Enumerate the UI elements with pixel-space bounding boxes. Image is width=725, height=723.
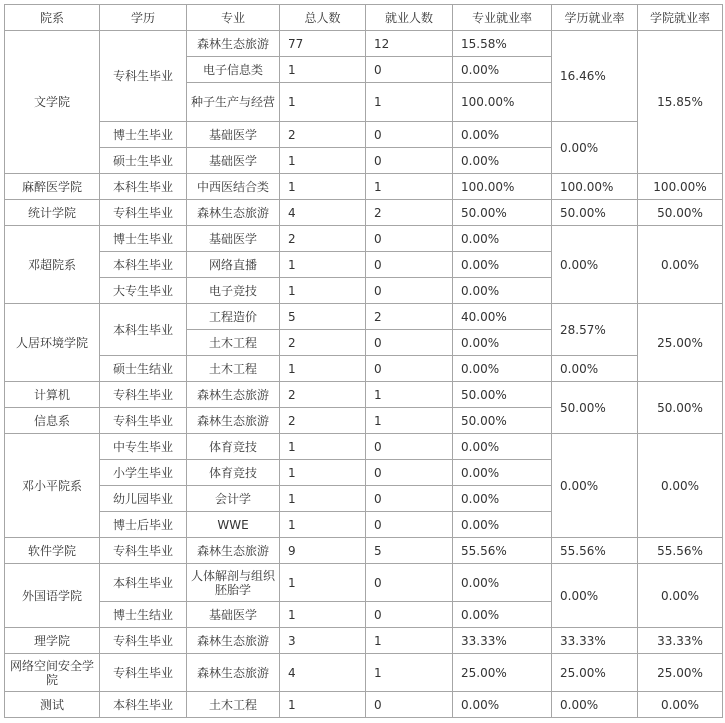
degree-cell: 硕士生结业 — [100, 356, 187, 382]
header-employed: 就业人数 — [366, 5, 453, 31]
major-cell: 基础医学 — [187, 122, 280, 148]
college-rate-cell: 0.00% — [638, 564, 723, 628]
degree-cell: 小学生毕业 — [100, 460, 187, 486]
total-cell: 1 — [280, 83, 366, 122]
employed-cell: 1 — [366, 174, 453, 200]
total-cell: 1 — [280, 602, 366, 628]
major-cell: 土木工程 — [187, 692, 280, 718]
employed-cell: 2 — [366, 304, 453, 330]
degree-cell: 本科生毕业 — [100, 304, 187, 356]
major-cell: 森林生态旅游 — [187, 31, 280, 57]
total-cell: 1 — [280, 356, 366, 382]
major-rate-cell: 0.00% — [453, 278, 552, 304]
employed-cell: 1 — [366, 628, 453, 654]
major-rate-cell: 15.58% — [453, 31, 552, 57]
degree-cell: 本科生毕业 — [100, 252, 187, 278]
major-cell: 电子竞技 — [187, 278, 280, 304]
major-cell: 基础医学 — [187, 602, 280, 628]
degree-cell: 大专生毕业 — [100, 278, 187, 304]
table-row — [5, 628, 723, 654]
total-cell: 1 — [280, 148, 366, 174]
degree-cell: 专科生毕业 — [100, 408, 187, 434]
major-cell: 体育竞技 — [187, 434, 280, 460]
major-rate-cell: 0.00% — [453, 460, 552, 486]
college-cell: 文学院 — [5, 31, 100, 174]
degree-cell: 本科生毕业 — [100, 174, 187, 200]
employed-cell: 2 — [366, 200, 453, 226]
degree-rate-cell: 33.33% — [552, 628, 638, 654]
major-rate-cell: 50.00% — [453, 382, 552, 408]
degree-rate-cell: 0.00% — [552, 692, 638, 718]
header-major: 专业 — [187, 5, 280, 31]
college-rate-cell: 15.85% — [638, 31, 723, 174]
degree-rate-cell: 55.56% — [552, 538, 638, 564]
degree-rate-cell: 0.00% — [552, 122, 638, 174]
major-cell: 森林生态旅游 — [187, 408, 280, 434]
major-rate-cell: 0.00% — [453, 330, 552, 356]
college-rate-cell: 0.00% — [638, 226, 723, 304]
table-row — [5, 538, 723, 564]
degree-cell: 中专生毕业 — [100, 434, 187, 460]
college-rate-cell: 0.00% — [638, 434, 723, 538]
degree-cell: 硕士生毕业 — [100, 148, 187, 174]
degree-cell: 博士生毕业 — [100, 226, 187, 252]
employed-cell: 0 — [366, 356, 453, 382]
employed-cell: 0 — [366, 148, 453, 174]
employed-cell: 1 — [366, 654, 453, 692]
major-rate-cell: 33.33% — [453, 628, 552, 654]
major-cell: 会计学 — [187, 486, 280, 512]
college-rate-cell: 33.33% — [638, 628, 723, 654]
degree-cell: 博士生结业 — [100, 602, 187, 628]
major-cell: 体育竞技 — [187, 460, 280, 486]
table-row — [5, 434, 723, 460]
total-cell: 4 — [280, 200, 366, 226]
total-cell: 1 — [280, 460, 366, 486]
total-cell: 9 — [280, 538, 366, 564]
major-rate-cell: 100.00% — [453, 83, 552, 122]
table-row — [5, 654, 723, 692]
employed-cell: 0 — [366, 330, 453, 356]
major-rate-cell: 50.00% — [453, 408, 552, 434]
major-rate-cell: 0.00% — [453, 434, 552, 460]
degree-rate-cell: 100.00% — [552, 174, 638, 200]
total-cell: 1 — [280, 174, 366, 200]
major-rate-cell: 0.00% — [453, 122, 552, 148]
degree-rate-cell: 28.57% — [552, 304, 638, 356]
degree-rate-cell: 0.00% — [552, 434, 638, 538]
degree-rate-cell: 0.00% — [552, 564, 638, 628]
major-rate-cell: 0.00% — [453, 602, 552, 628]
major-cell: WWE — [187, 512, 280, 538]
college-cell: 测试 — [5, 692, 100, 718]
college-rate-cell: 25.00% — [638, 304, 723, 382]
header-degree-rate: 学历就业率 — [552, 5, 638, 31]
total-cell: 1 — [280, 57, 366, 83]
major-rate-cell: 25.00% — [453, 654, 552, 692]
college-rate-cell: 55.56% — [638, 538, 723, 564]
major-cell: 森林生态旅游 — [187, 200, 280, 226]
college-rate-cell: 0.00% — [638, 692, 723, 718]
degree-cell: 博士后毕业 — [100, 512, 187, 538]
major-rate-cell: 0.00% — [453, 226, 552, 252]
table-row — [5, 692, 723, 718]
degree-rate-cell: 50.00% — [552, 200, 638, 226]
employed-cell: 1 — [366, 408, 453, 434]
major-cell: 土木工程 — [187, 356, 280, 382]
total-cell: 2 — [280, 330, 366, 356]
college-rate-cell: 100.00% — [638, 174, 723, 200]
employed-cell: 0 — [366, 460, 453, 486]
total-cell: 1 — [280, 692, 366, 718]
header-college-rate: 学院就业率 — [638, 5, 723, 31]
major-rate-cell: 0.00% — [453, 356, 552, 382]
degree-cell: 专科生毕业 — [100, 654, 187, 692]
table-row — [5, 174, 723, 200]
degree-cell: 专科生毕业 — [100, 382, 187, 408]
degree-cell: 幼儿园毕业 — [100, 486, 187, 512]
college-cell: 邓超院系 — [5, 226, 100, 304]
college-cell: 麻醉医学院 — [5, 174, 100, 200]
total-cell: 2 — [280, 408, 366, 434]
major-cell: 森林生态旅游 — [187, 382, 280, 408]
employed-cell: 0 — [366, 252, 453, 278]
table-row — [5, 356, 723, 382]
table-row — [5, 226, 723, 252]
major-cell: 电子信息类 — [187, 57, 280, 83]
college-cell: 邓小平院系 — [5, 434, 100, 538]
total-cell: 77 — [280, 31, 366, 57]
degree-rate-cell: 25.00% — [552, 654, 638, 692]
total-cell: 1 — [280, 278, 366, 304]
employed-cell: 0 — [366, 564, 453, 602]
college-cell: 统计学院 — [5, 200, 100, 226]
table-row — [5, 200, 723, 226]
major-cell: 森林生态旅游 — [187, 654, 280, 692]
major-rate-cell: 40.00% — [453, 304, 552, 330]
total-cell: 2 — [280, 226, 366, 252]
table-row — [5, 382, 723, 408]
employed-cell: 1 — [366, 83, 453, 122]
degree-rate-cell: 0.00% — [552, 226, 638, 304]
major-rate-cell: 55.56% — [453, 538, 552, 564]
major-rate-cell: 0.00% — [453, 564, 552, 602]
table-header-row — [5, 5, 723, 31]
major-rate-cell: 0.00% — [453, 252, 552, 278]
table-row — [5, 31, 723, 57]
header-total: 总人数 — [280, 5, 366, 31]
degree-rate-cell: 50.00% — [552, 382, 638, 434]
employed-cell: 0 — [366, 57, 453, 83]
major-cell: 基础医学 — [187, 226, 280, 252]
table-row — [5, 304, 723, 330]
major-cell: 网络直播 — [187, 252, 280, 278]
major-rate-cell: 100.00% — [453, 174, 552, 200]
degree-cell: 专科生毕业 — [100, 31, 187, 122]
degree-cell: 博士生毕业 — [100, 122, 187, 148]
major-cell: 种子生产与经营 — [187, 83, 280, 122]
employed-cell: 0 — [366, 122, 453, 148]
employed-cell: 5 — [366, 538, 453, 564]
header-major-rate: 专业就业率 — [453, 5, 552, 31]
college-cell: 软件学院 — [5, 538, 100, 564]
degree-rate-cell: 0.00% — [552, 356, 638, 382]
major-rate-cell: 0.00% — [453, 486, 552, 512]
employment-stats-table — [4, 4, 723, 718]
total-cell: 3 — [280, 628, 366, 654]
major-cell: 基础医学 — [187, 148, 280, 174]
total-cell: 1 — [280, 252, 366, 278]
major-rate-cell: 0.00% — [453, 692, 552, 718]
employed-cell: 0 — [366, 602, 453, 628]
degree-cell: 本科生毕业 — [100, 692, 187, 718]
major-cell: 人体解剖与组织胚胎学 — [187, 564, 280, 602]
header-degree: 学历 — [100, 5, 187, 31]
college-rate-cell: 25.00% — [638, 654, 723, 692]
college-cell: 理学院 — [5, 628, 100, 654]
employed-cell: 12 — [366, 31, 453, 57]
employed-cell: 1 — [366, 382, 453, 408]
total-cell: 1 — [280, 486, 366, 512]
college-rate-cell: 50.00% — [638, 382, 723, 434]
employed-cell: 0 — [366, 486, 453, 512]
total-cell: 2 — [280, 122, 366, 148]
major-cell: 工程造价 — [187, 304, 280, 330]
major-rate-cell: 0.00% — [453, 57, 552, 83]
major-cell: 中西医结合类 — [187, 174, 280, 200]
major-cell: 森林生态旅游 — [187, 628, 280, 654]
total-cell: 2 — [280, 382, 366, 408]
college-cell: 网络空间安全学院 — [5, 654, 100, 692]
employed-cell: 0 — [366, 692, 453, 718]
total-cell: 1 — [280, 512, 366, 538]
college-cell: 计算机 — [5, 382, 100, 408]
degree-cell: 专科生毕业 — [100, 628, 187, 654]
header-college: 院系 — [5, 5, 100, 31]
degree-cell: 专科生毕业 — [100, 200, 187, 226]
employed-cell: 0 — [366, 278, 453, 304]
degree-rate-cell: 16.46% — [552, 31, 638, 122]
employed-cell: 0 — [366, 226, 453, 252]
degree-cell: 专科生毕业 — [100, 538, 187, 564]
total-cell: 4 — [280, 654, 366, 692]
total-cell: 1 — [280, 564, 366, 602]
table-body — [5, 31, 723, 718]
total-cell: 1 — [280, 434, 366, 460]
major-cell: 森林生态旅游 — [187, 538, 280, 564]
employed-cell: 0 — [366, 512, 453, 538]
employed-cell: 0 — [366, 434, 453, 460]
college-cell: 人居环境学院 — [5, 304, 100, 382]
college-rate-cell: 50.00% — [638, 200, 723, 226]
major-rate-cell: 0.00% — [453, 512, 552, 538]
table-row — [5, 564, 723, 602]
major-rate-cell: 0.00% — [453, 148, 552, 174]
total-cell: 5 — [280, 304, 366, 330]
table-row — [5, 122, 723, 148]
degree-cell: 本科生毕业 — [100, 564, 187, 602]
major-cell: 土木工程 — [187, 330, 280, 356]
major-rate-cell: 50.00% — [453, 200, 552, 226]
college-cell: 信息系 — [5, 408, 100, 434]
college-cell: 外国语学院 — [5, 564, 100, 628]
